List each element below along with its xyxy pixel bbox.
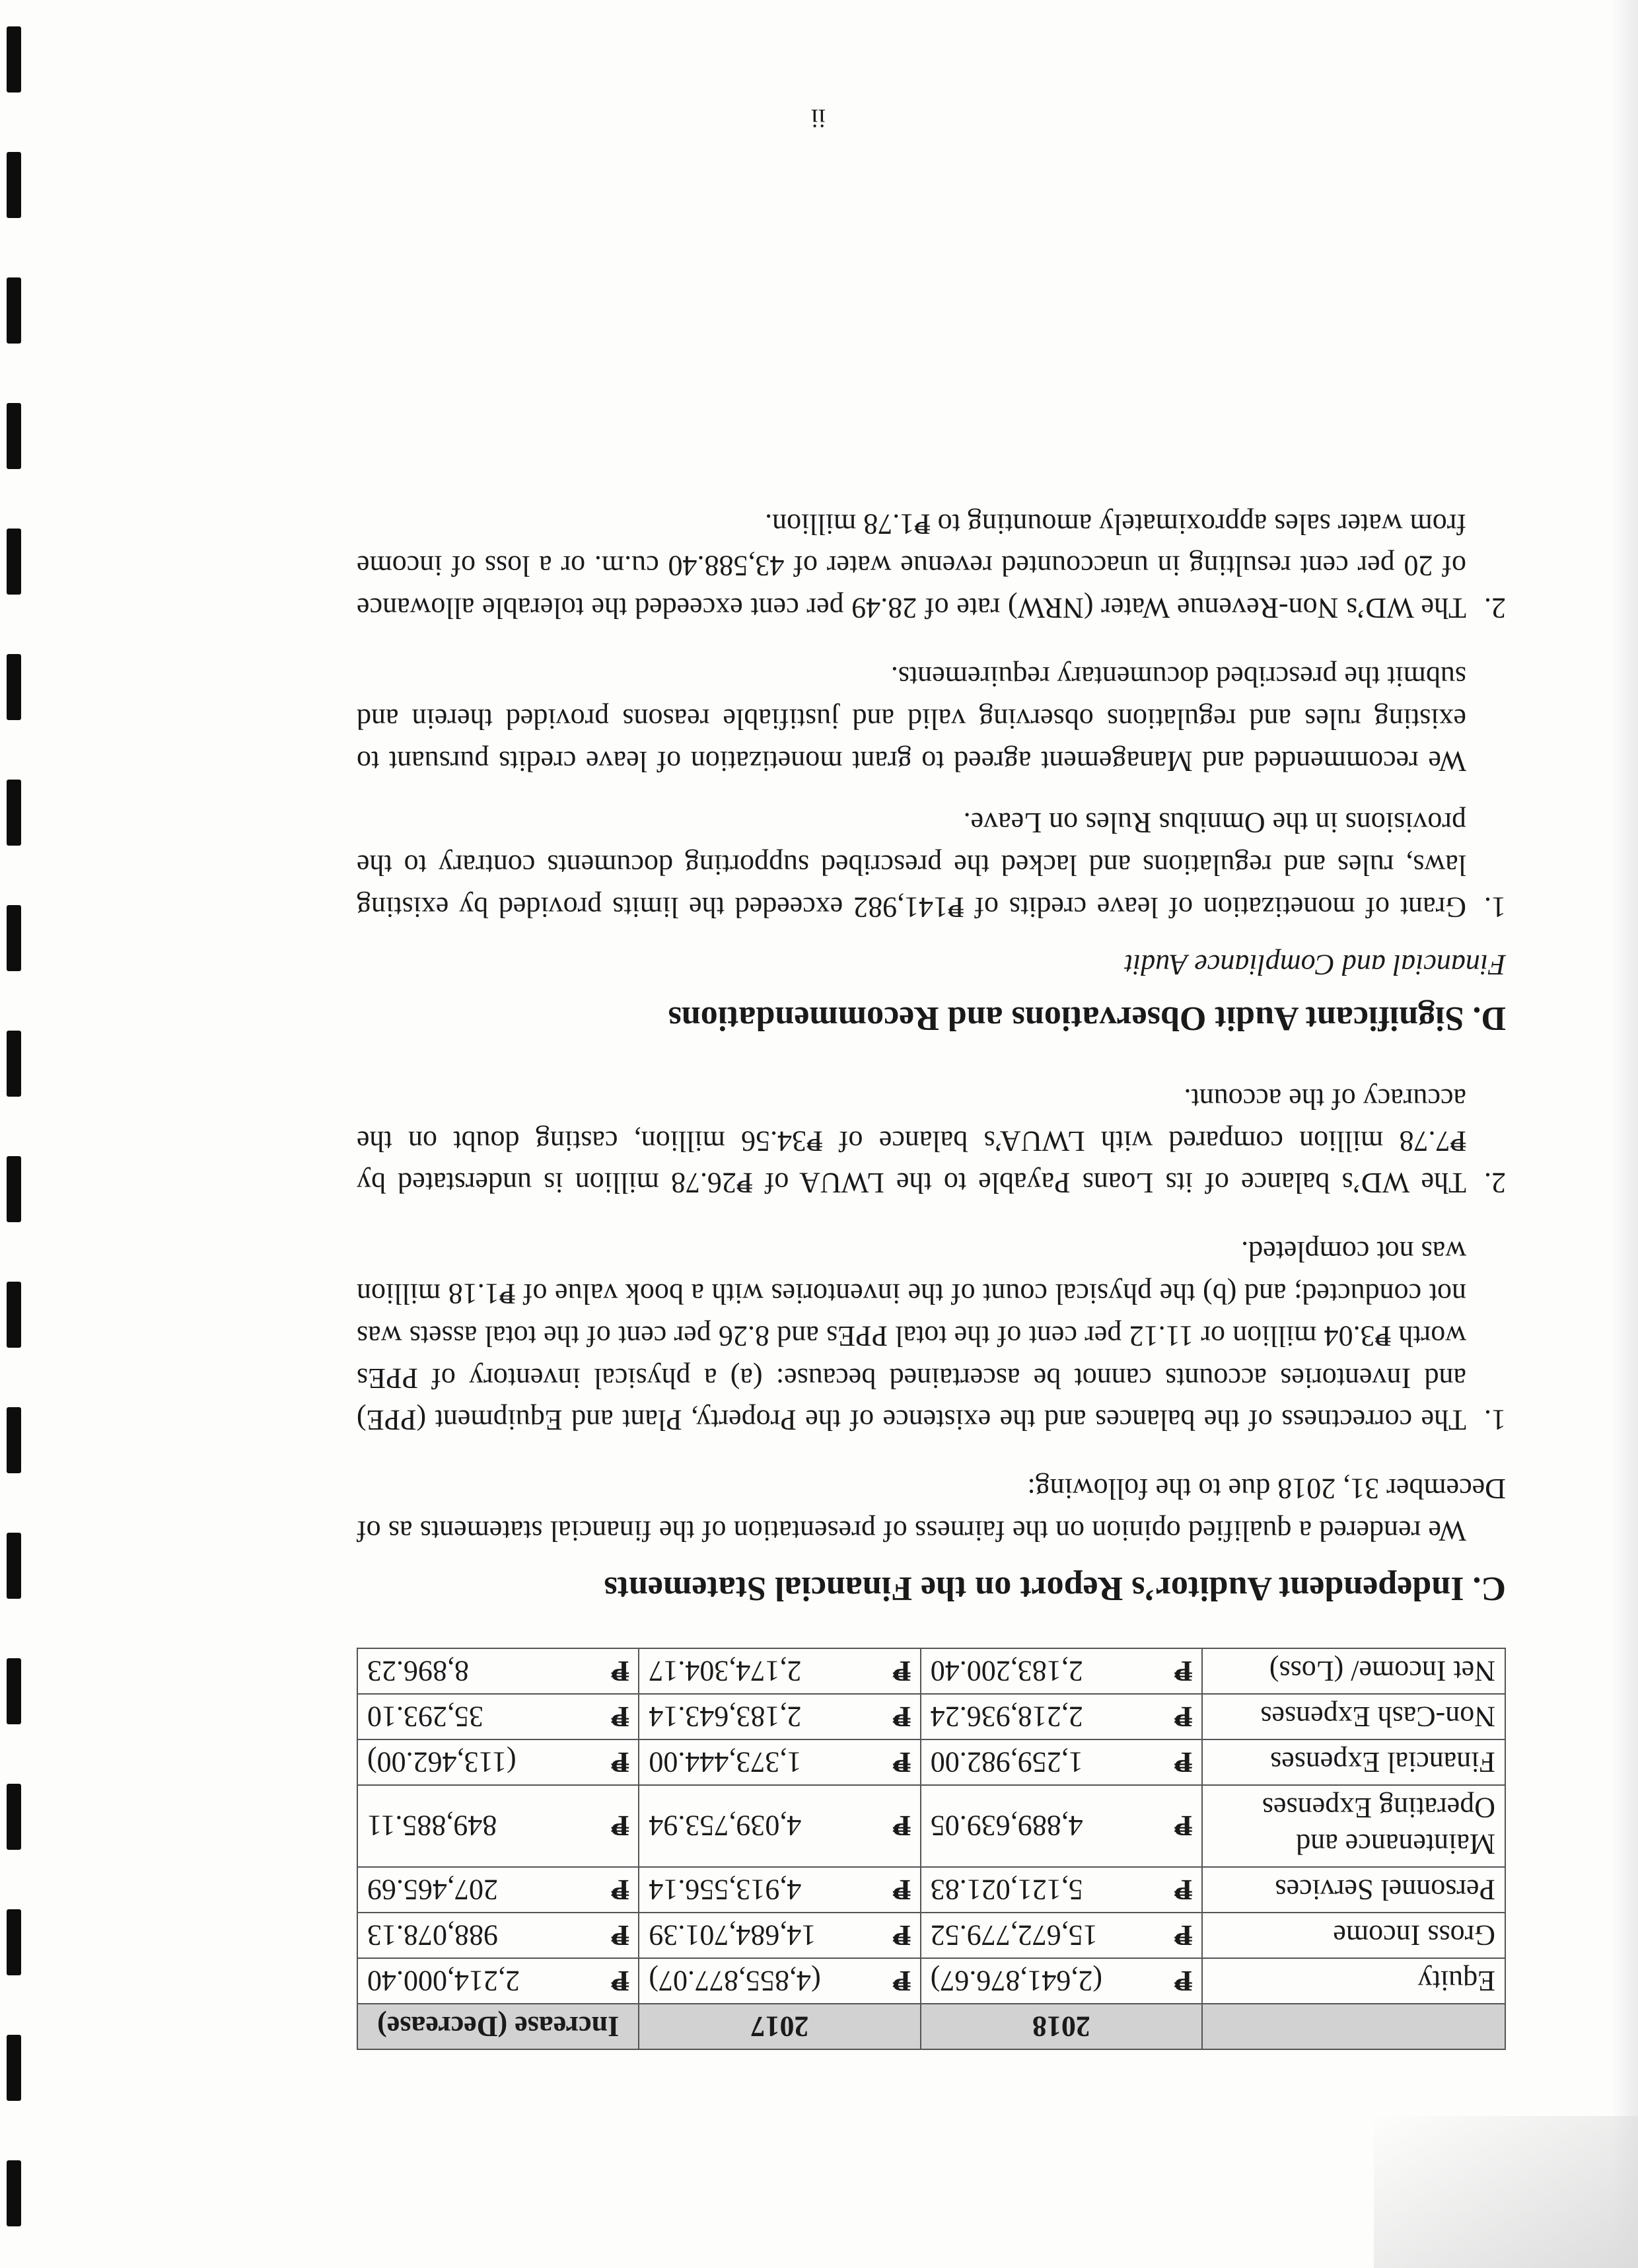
peso-symbol: ₱ [1162, 1867, 1202, 1913]
peso-symbol: ₱ [599, 1867, 639, 1913]
value-2017: 4,913,556.14 [639, 1867, 880, 1913]
table-row [357, 1867, 1505, 1913]
peso-symbol: ₱ [881, 1913, 921, 1958]
row-label: Net Income/ (Loss) [1202, 1648, 1505, 1694]
peso-symbol: ₱ [599, 1913, 639, 1958]
peso-symbol: ₱ [1162, 1694, 1202, 1739]
page-number: ii [810, 104, 826, 133]
peso-symbol: ₱ [881, 1739, 921, 1785]
peso-symbol: ₱ [599, 1648, 639, 1694]
peso-symbol: ₱ [881, 1867, 921, 1913]
section-c-intro: We rendered a qualified opinion on the fairness of presentation of the financial statements as of December 31, 2018 due to the following: [357, 1473, 1506, 1547]
value-2018: (2,641,876.67) [921, 1958, 1162, 2004]
value-2018: 4,889,639.05 [921, 1785, 1162, 1867]
value-change: 849,885.11 [357, 1785, 599, 1867]
list-item [357, 1230, 1506, 1441]
peso-symbol: ₱ [1162, 1739, 1202, 1785]
row-label: Gross Income [1202, 1913, 1505, 1958]
value-2017: 2,183,643.14 [639, 1694, 880, 1739]
value-2017: 1,373,444.00 [639, 1739, 880, 1785]
value-2018: 1,259,982.00 [921, 1739, 1162, 1785]
section-c-title: C. Independent Auditor’s Report on the Financial Statements [604, 1570, 1506, 1607]
list-item-text: The WD’s balance of its Loans Payable to the LWUA of ₱26.78 million is understated by ₱7.78 million compared with LWUA’s balance of ₱34.56 million, casting doubt on the accuracy of the account. [357, 1082, 1466, 1200]
document-body [357, 476, 1506, 2050]
table-header-cell: 2018 [921, 2004, 1202, 2049]
peso-symbol: ₱ [599, 1739, 639, 1785]
list-item-number: 1. [1484, 891, 1506, 924]
peso-symbol: ₱ [1162, 1785, 1202, 1867]
section-d-title: D. Significant Audit Observations and Recommendations [668, 1000, 1506, 1038]
peso-symbol: ₱ [881, 1694, 921, 1739]
value-change: 207,465.69 [357, 1867, 599, 1913]
section-c-list [357, 1078, 1506, 1441]
value-change: 8,896.23 [357, 1648, 599, 1694]
row-label: Maintenance and Operating Expenses [1202, 1785, 1505, 1867]
list-item-number: 2. [1484, 1167, 1506, 1200]
row-label: Personnel Services [1202, 1867, 1505, 1913]
list-item-text: The WD’s Non-Revenue Water (NRW) rate of 28.49 per cent exceeded the tolerable allowance of 20 per cent resulting in unaccounted revenue water of 43,588.40 cu.m. or a loss of income from water sales approximately amounting to ₱1.78 million. [357, 507, 1466, 625]
value-change: 988,078.13 [357, 1913, 599, 1958]
value-change: 35,293.10 [357, 1694, 599, 1739]
value-2017: 14,684,701.39 [639, 1913, 880, 1958]
table-header-cell: Increase (Decrease) [357, 2004, 639, 2049]
peso-symbol: ₱ [599, 1958, 639, 2004]
row-label: Financial Expenses [1202, 1739, 1505, 1785]
list-item [357, 503, 1506, 629]
row-label: Equity [1202, 1958, 1505, 2004]
table-header-cell [1202, 2004, 1505, 2049]
list-item-text: Grant of monetization of leave credits of ₱141,982 exceeded the limits provided by existing laws, rules and regulations and lacked the prescribed supporting documents contrary to the provisions in the Omnibus Rules on Leave. [357, 807, 1466, 924]
section-d-subtitle: Financial and Compliance Audit [1124, 949, 1506, 982]
list-item [357, 1078, 1506, 1204]
list-item [357, 802, 1506, 928]
value-2018: 2,218,936.24 [921, 1694, 1162, 1739]
recommendation-text: We recommended and Management agreed to grant monetization of leave credits pursuant to existing rules and regulations observing valid and justifiable reasons provided therein and submit the prescribed documentary requirements. [357, 661, 1466, 778]
peso-symbol: ₱ [1162, 1913, 1202, 1958]
value-2017: 2,174,304.17 [639, 1648, 880, 1694]
table-row [357, 1648, 1505, 1694]
peso-symbol: ₱ [881, 1958, 921, 2004]
list-item-number: 2. [1484, 592, 1506, 625]
peso-symbol: ₱ [599, 1785, 639, 1867]
value-2018: 5,121,021.83 [921, 1867, 1162, 1913]
table-row [357, 1739, 1505, 1785]
table-header-cell: 2017 [639, 2004, 920, 2049]
peso-symbol: ₱ [1162, 1958, 1202, 2004]
table-row [357, 1913, 1505, 1958]
list-item-number: 1. [1484, 1404, 1506, 1437]
table-row [357, 1785, 1505, 1867]
financial-summary-table [357, 1648, 1506, 2050]
value-2017: 4,039,753.94 [639, 1785, 880, 1867]
section-d-list-continued [357, 503, 1506, 629]
value-2017: (4,855,877.07) [639, 1958, 880, 2004]
peso-symbol: ₱ [599, 1694, 639, 1739]
value-2018: 15,672,779.52 [921, 1913, 1162, 1958]
value-change: (113,462.00) [357, 1739, 599, 1785]
table-row [357, 1958, 1505, 2004]
value-2018: 2,183,200.40 [921, 1648, 1162, 1694]
row-label: Non-Cash Expenses [1202, 1694, 1505, 1739]
peso-symbol: ₱ [1162, 1648, 1202, 1694]
table-row [357, 1694, 1505, 1739]
section-d-list [357, 802, 1506, 928]
list-item-text: The correctness of the balances and the existence of the Property, Plant and Equipment (PPE) and Inventories accounts cannot be ascertained because: (a) a physical inventory of PPEs worth ₱3.04 million or 11.12 per cent of the total PPEs and 8.26 per cent of the total assets was not conducted; and (b) the physical count of the inventories with a book value of ₱1.18 million was not completed. [357, 1235, 1466, 1437]
peso-symbol: ₱ [881, 1785, 921, 1867]
table-header-row [357, 2004, 1505, 2049]
peso-symbol: ₱ [881, 1648, 921, 1694]
value-change: 2,214,000.40 [357, 1958, 599, 2004]
